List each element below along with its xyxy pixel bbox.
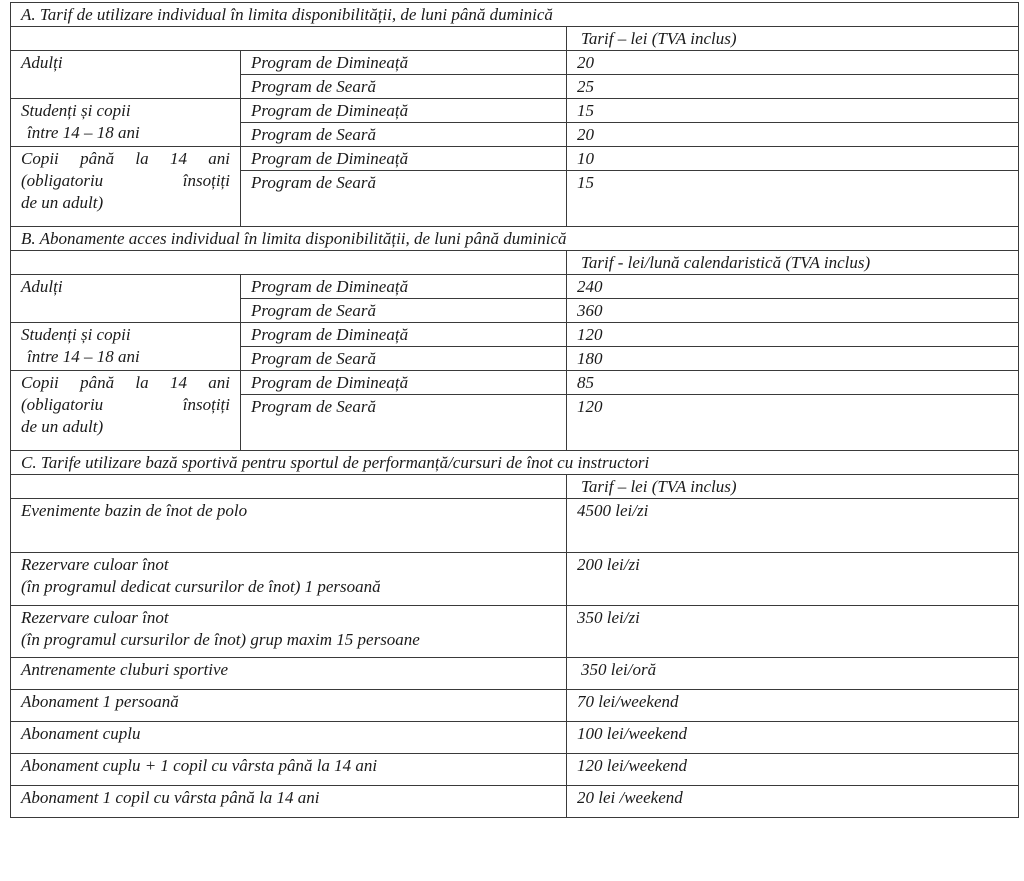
category-label-line: între 14 – 18 ani [27,123,140,142]
price-cell: 350 lei/zi [567,606,1019,658]
tariff-document [10,2,1018,818]
section-c-price-header: Tarif – lei (TVA inclus) [567,475,1019,499]
category-label: Adulți [11,51,241,99]
section-c-title: C. Tarife utilizare bază sportivă pentru sportul de performanță/cursuri de înot cu instructori [11,451,1019,475]
table-row [11,786,1019,818]
category-label-line: de un adult) [21,417,104,436]
price-cell: 350 lei/oră [567,658,1019,690]
service-line: (în programul dedicat cursurilor de înot) 1 persoană [21,577,381,596]
price-cell: 10 [567,147,1019,171]
table-row [11,147,1019,171]
category-label-line: Copii până la 14 ani [21,149,230,168]
price-cell: 15 [567,99,1019,123]
category-label [11,99,241,147]
program-cell: Program de Dimineață [241,99,567,123]
section-a-title-row [11,3,1019,27]
program-cell: Program de Seară [241,171,567,227]
program-cell: Program de Seară [241,395,567,451]
program-cell: Program de Seară [241,347,567,371]
program-cell: Program de Dimineață [241,275,567,299]
service-cell: Abonament 1 persoană [11,690,567,722]
table-row [11,553,1019,606]
table-row [11,754,1019,786]
program-cell: Program de Seară [241,75,567,99]
price-cell: 20 [567,51,1019,75]
service-cell [11,606,567,658]
service-cell: Abonament 1 copil cu vârsta până la 14 ani [11,786,567,818]
program-cell: Program de Seară [241,123,567,147]
category-label-line: de un adult) [21,193,104,212]
tariff-table [10,2,1019,818]
service-cell: Evenimente bazin de înot de polo [11,499,567,553]
category-label [11,323,241,371]
price-cell: 4500 lei/zi [567,499,1019,553]
service-cell [11,553,567,606]
table-row [11,275,1019,299]
price-cell: 70 lei/weekend [567,690,1019,722]
category-label-line: (obligatoriu însoțiți [21,171,230,190]
price-cell: 240 [567,275,1019,299]
section-a-header-row [11,27,1019,51]
table-row [11,323,1019,347]
section-c-header-row [11,475,1019,499]
price-cell: 15 [567,171,1019,227]
section-a-title: A. Tarif de utilizare individual în limita disponibilității, de luni până duminică [11,3,1019,27]
table-row [11,722,1019,754]
category-label: Adulți [11,275,241,323]
program-cell: Program de Dimineață [241,51,567,75]
program-cell: Program de Dimineață [241,371,567,395]
program-cell: Program de Seară [241,299,567,323]
category-label-line: Studenți și copii [21,325,131,344]
service-line: Rezervare culoar înot [21,608,169,627]
section-a-price-header: Tarif – lei (TVA inclus) [567,27,1019,51]
program-cell: Program de Dimineață [241,323,567,347]
service-cell: Abonament cuplu + 1 copil cu vârsta până la 14 ani [11,754,567,786]
service-cell: Antrenamente cluburi sportive [11,658,567,690]
price-cell: 120 [567,323,1019,347]
category-label-line: (obligatoriu însoțiți [21,395,230,414]
price-cell: 100 lei/weekend [567,722,1019,754]
section-c-title-row [11,451,1019,475]
price-cell: 20 lei /weekend [567,786,1019,818]
service-cell: Abonament cuplu [11,722,567,754]
price-cell: 85 [567,371,1019,395]
table-row [11,658,1019,690]
category-label-line: între 14 – 18 ani [27,347,140,366]
service-line: Rezervare culoar înot [21,555,169,574]
price-cell: 180 [567,347,1019,371]
category-label [11,371,241,451]
table-row [11,51,1019,75]
price-cell: 20 [567,123,1019,147]
price-cell: 120 [567,395,1019,451]
price-cell: 200 lei/zi [567,553,1019,606]
category-label [11,147,241,227]
price-cell: 360 [567,299,1019,323]
price-cell: 25 [567,75,1019,99]
program-cell: Program de Dimineață [241,147,567,171]
section-b-title-row [11,227,1019,251]
table-row [11,499,1019,553]
service-line: (în programul cursurilor de înot) grup maxim 15 persoane [21,630,420,649]
category-label-line: Studenți și copii [21,101,131,120]
table-row [11,99,1019,123]
price-cell: 120 lei/weekend [567,754,1019,786]
category-label-line: Copii până la 14 ani [21,373,230,392]
section-b-price-header: Tarif - lei/lună calendaristică (TVA inclus) [567,251,1019,275]
section-b-header-row [11,251,1019,275]
table-row [11,690,1019,722]
table-row [11,606,1019,658]
table-row [11,371,1019,395]
section-b-title: B. Abonamente acces individual în limita disponibilității, de luni până duminică [11,227,1019,251]
